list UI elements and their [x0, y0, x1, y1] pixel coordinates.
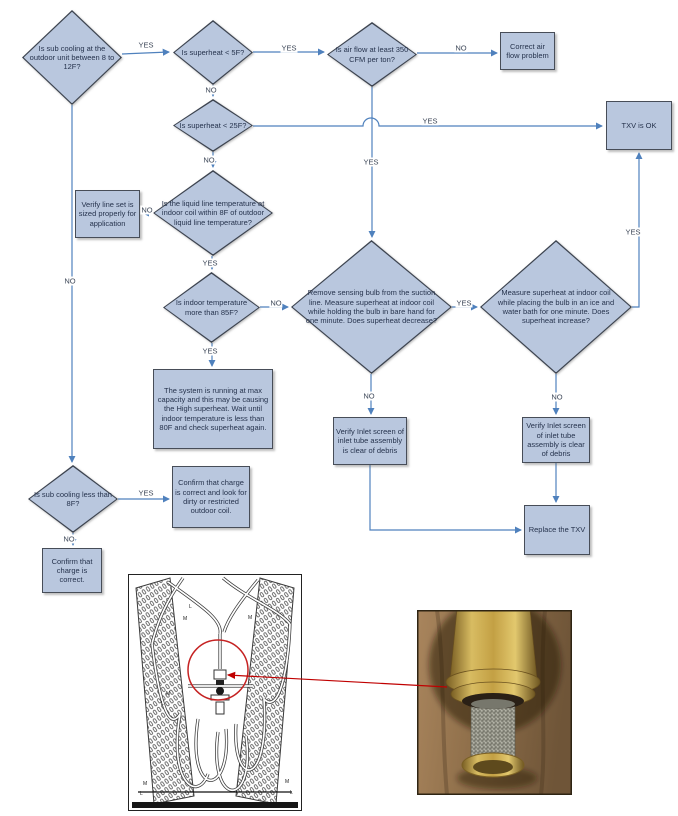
step-correct-airflow — [500, 32, 555, 70]
valve-flange — [211, 695, 229, 700]
edge-label-no: NO — [141, 205, 153, 215]
decision-text: Is superheat < 5F? — [181, 47, 245, 57]
edge-label-no: NO — [203, 155, 215, 165]
step-verify-lineset — [75, 190, 140, 238]
letter-m: M — [166, 691, 171, 697]
edge-label-no: NO — [455, 43, 467, 53]
valve-stem — [216, 702, 224, 714]
edge-label-yes: YES — [456, 298, 472, 308]
decision-superheat-25 — [173, 99, 253, 152]
letter-m: M — [248, 615, 253, 621]
letter-l: L — [140, 791, 143, 797]
decision-ice-bath — [480, 240, 632, 374]
decision-text: Is indoor temperature more than 85F? — [175, 298, 248, 317]
edge-label-no: NO — [363, 391, 375, 401]
edge-label-yes: YES — [363, 157, 379, 167]
decision-liquid-line — [153, 170, 273, 256]
step-verify-screen-left — [333, 417, 407, 465]
decision-text: Is superheat < 25F? — [179, 120, 247, 130]
edge-label-no: NO — [551, 392, 563, 402]
step-text: Replace the TXV — [528, 525, 586, 535]
decision-remove-bulb — [291, 240, 452, 374]
decision-subcooling-less-8 — [28, 465, 118, 533]
letter-m: M — [285, 779, 290, 785]
edge-label-yes: YES — [202, 346, 218, 356]
edge-label-yes: YES — [138, 40, 154, 50]
step-text: Verify Inlet screen of inlet tube assembly is clear of debris — [526, 421, 586, 459]
letter-l: L — [290, 790, 293, 796]
decision-subcooling-8-12 — [22, 10, 122, 105]
decision-superheat-5 — [173, 20, 253, 85]
decision-text: Measure superheat at indoor coil while placing the bulb in an ice and water bath for one minute. Does superheat increase? — [497, 288, 615, 326]
edge-label-yes: YES — [281, 43, 297, 53]
step-text: Correct air flow problem — [506, 41, 549, 60]
step-verify-screen-right — [522, 417, 590, 463]
edge-label-no: NO — [270, 298, 282, 308]
edge-label-yes: YES — [422, 116, 438, 126]
connector-line — [370, 465, 521, 530]
decision-indoor-temp-85 — [163, 272, 260, 343]
step-text: Confirm that charge is correct. — [51, 556, 93, 585]
decision-text: Is sub cooling at the outdoor unit between 8 to 12F? — [29, 43, 115, 72]
step-text: The system is running at max capacity and this may be causing the High superheat. Wait until indoor temperature is less than 80F and check superheat again. — [157, 385, 269, 432]
step-text: Confirm that charge is correct and look for dirty or restricted outdoor coil. — [175, 478, 247, 516]
valve-cap — [216, 680, 224, 685]
edge-label-yes: YES — [138, 488, 154, 498]
valve-body — [214, 670, 226, 679]
coil-drawing-svg — [128, 574, 302, 811]
evaporator-coil-diagram — [128, 574, 302, 811]
edge-label-yes: YES — [625, 227, 641, 237]
step-text: TXV is OK — [621, 120, 657, 130]
step-txv-ok — [606, 101, 672, 150]
base-bar — [132, 802, 298, 808]
decision-text: Is the liquid line temperature at indoor coil within 8F of outdoor liquid line temperature? — [161, 199, 265, 227]
step-system-max-capacity — [153, 369, 273, 449]
edge-label-no: NO — [205, 85, 217, 95]
step-replace-txv — [524, 505, 590, 555]
edge-label-no: NO — [63, 534, 75, 544]
brass-ring-hole — [473, 760, 513, 774]
step-text: Verify Inlet screen of inlet tube assembly is clear of debris — [336, 427, 404, 455]
decision-airflow-350 — [327, 22, 417, 87]
decision-text: Is sub cooling less than 8F? — [34, 489, 112, 508]
step-confirm-charge-coil — [172, 466, 250, 528]
edge-label-yes: YES — [202, 258, 218, 268]
decision-text: Remove sensing bulb from the suction line. Measure superheat at indoor coil while holding the bulb in bare hand for one minute. Does superheat decrease? — [305, 288, 438, 326]
letter-l: L — [189, 604, 192, 610]
decision-text: Is air flow at least 350 CFM per ton? — [335, 45, 409, 64]
photo-svg — [417, 610, 572, 795]
letter-m: M — [143, 781, 148, 787]
step-confirm-charge — [42, 548, 102, 593]
connector-line — [122, 52, 169, 54]
letter-l: L — [161, 701, 164, 707]
valve-knob — [216, 687, 224, 695]
mesh-top — [471, 699, 515, 709]
edge-label-no: NO — [64, 276, 76, 286]
inlet-screen-photo — [417, 610, 572, 795]
step-text: Verify line set is sized properly for application — [78, 200, 137, 228]
letter-m: M — [183, 616, 188, 622]
